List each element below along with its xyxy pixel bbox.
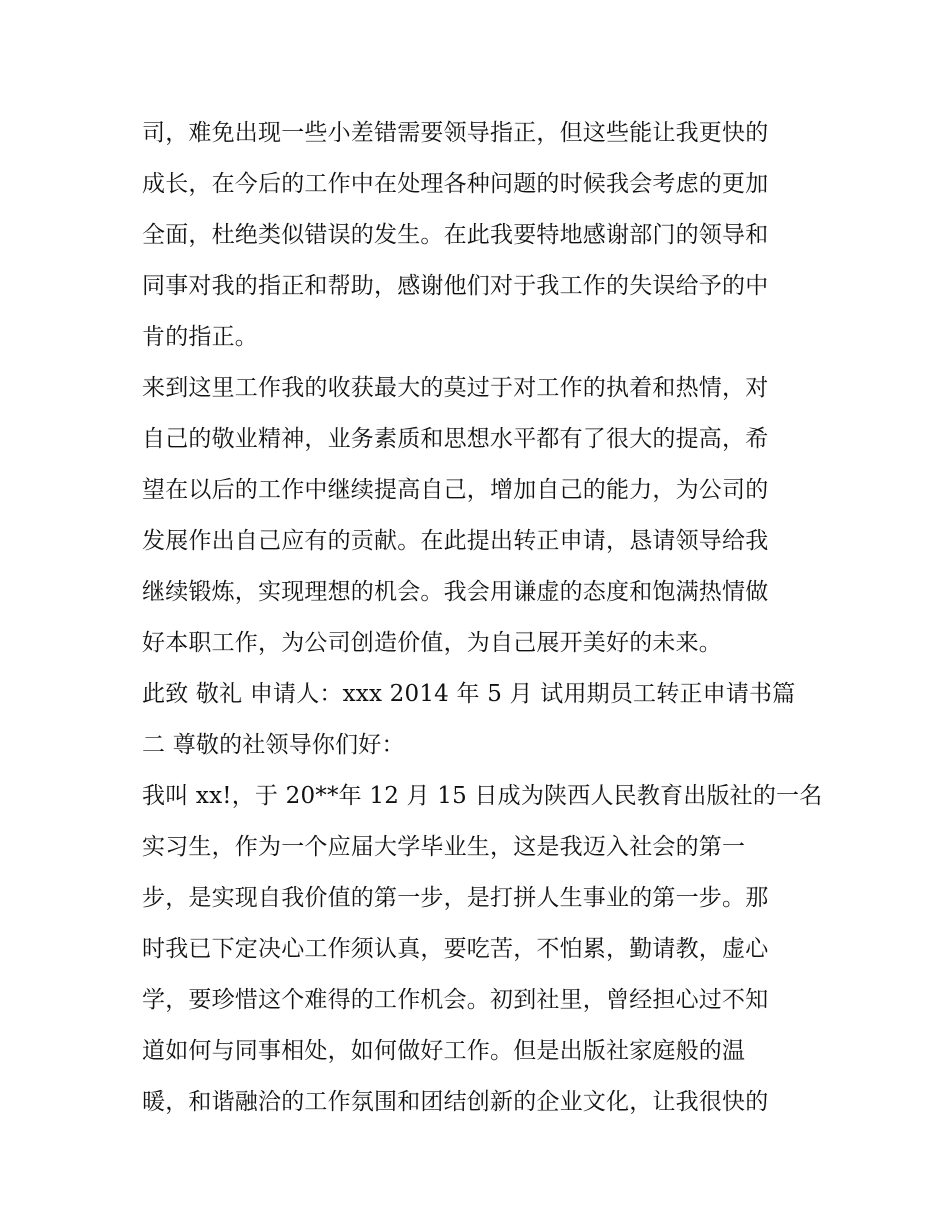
text-line: 道如何与同事相处，如何做好工作。但是出版社家庭般的温 [142, 1038, 746, 1064]
text-line: 实习生，作为一个应届大学毕业生，这是我迈入社会的第一 [142, 834, 746, 860]
text-line: 望在以后的工作中继续提高自己，增加自己的能力，为公司的 [142, 477, 769, 503]
text-line: 肯的指正。 [142, 324, 258, 350]
text-line: 成长，在今后的工作中在处理各种问题的时候我会考虑的更加 [142, 171, 769, 197]
text-line: 好本职工作，为公司创造价值，为自己展开美好的未来。 [142, 630, 722, 656]
text-line: 继续锻炼，实现理想的机会。我会用谦虚的态度和饱满热情做 [142, 579, 769, 605]
text-line: 学，要珍惜这个难得的工作机会。初到社里，曾经担心过不知 [142, 987, 769, 1013]
text-line: 同事对我的指正和帮助，感谢他们对于我工作的失误给予的中 [142, 273, 769, 299]
text-line: 司，难免出现一些小差错需要领导指正，但这些能让我更快的 [142, 120, 769, 146]
text-line: 此致 敬礼 申请人：xxx 2014 年 5 月 试用期员工转正申请书篇 [142, 681, 796, 707]
text-line: 步，是实现自我价值的第一步，是打拼人生事业的第一步。那 [142, 885, 769, 911]
text-line: 我叫 xx!，于 20**年 12 月 15 日成为陕西人民教育出版社的一名 [142, 783, 823, 809]
text-line: 时我已下定决心工作须认真，要吃苦，不怕累，勤请教，虚心 [142, 936, 769, 962]
text-line: 发展作出自己应有的贡献。在此提出转正申请，恳请领导给我 [142, 528, 769, 554]
text-line: 来到这里工作我的收获最大的莫过于对工作的执着和热情，对 [142, 375, 769, 401]
document-body [142, 108, 822, 1128]
text-line: 暖，和谐融洽的工作氛围和团结创新的企业文化，让我很快的 [142, 1089, 769, 1115]
text-line: 二 尊敬的社领导你们好： [142, 732, 405, 758]
text-line: 全面，杜绝类似错误的发生。在此我要特地感谢部门的领导和 [142, 222, 769, 248]
text-line: 自己的敬业精神，业务素质和思想水平都有了很大的提高，希 [142, 426, 769, 452]
